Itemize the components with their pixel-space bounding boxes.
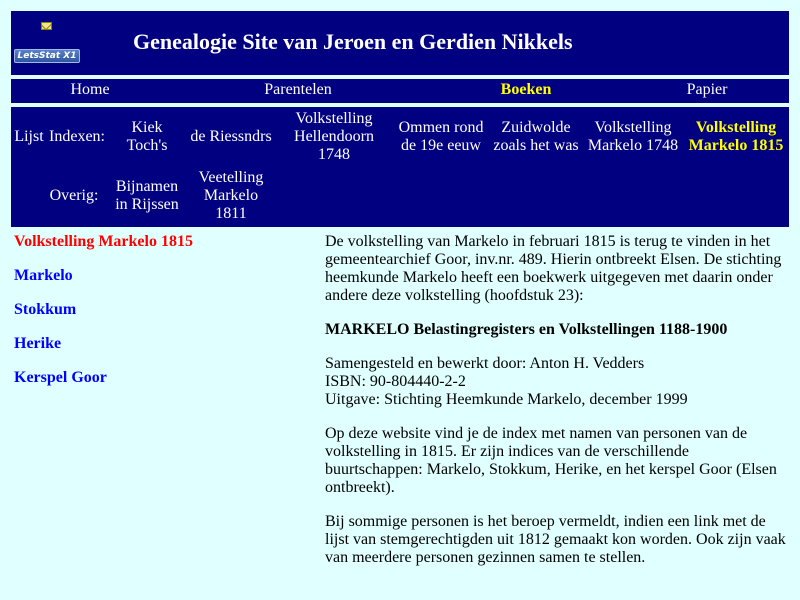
index-line: Volkstelling (695, 119, 777, 136)
index-zuidwolde-zoals-het-was[interactable] (493, 119, 578, 155)
index-ommen-rond-19e-eeuw[interactable] (399, 119, 484, 155)
index-line: Veetelling (198, 169, 264, 186)
book-details (325, 355, 787, 409)
book-title: MARKELO Belastingregisters en Volkstellingen 1188-1900 (325, 321, 728, 338)
profession-paragraph: Bij sommige personen is het beroep vermeldt, indien een link met de lijst van stemgerechtigden uit 1812 gemaakt kon worden. Ook zijn vaak van meerdere personen gezinnen samen te stellen. (325, 513, 786, 566)
overig-bijnamen-in-rijssen[interactable] (115, 178, 179, 214)
main-nav (11, 79, 789, 103)
index-line: Zuidwolde (501, 119, 571, 136)
sidebar (14, 233, 193, 403)
index-table (11, 107, 789, 227)
index-kiek-tochs[interactable] (127, 119, 168, 155)
nav-boeken[interactable]: Boeken (500, 81, 552, 98)
index-line: Volkstelling (295, 110, 373, 127)
index-paragraph: Op deze website vind je de index met namen van personen van de volkstelling in 1815. Er zijn indices van de verschillende buurtschappen: Markelo, Stokkum, Herike, en het kerspel Goor (Elsen ontbreekt). (325, 425, 777, 496)
index-line: Bijnamen (115, 178, 179, 195)
overig-veetelling-markelo-1811[interactable] (199, 169, 264, 223)
index-line: Toch's (126, 137, 168, 154)
site-title: Genealogie Site van Jeroen en Gerdien Nikkels (133, 29, 573, 54)
index-line: Kiek (131, 119, 163, 136)
sidebar-item-stokkum[interactable]: Stokkum (14, 301, 77, 318)
indexen-label: Indexen: (49, 128, 105, 145)
overig-label: Overig: (49, 187, 99, 204)
book-publisher: Uitgave: Stichting Heemkunde Markelo, december 1999 (325, 391, 688, 408)
book-isbn: ISBN: 90-804440-2-2 (325, 373, 466, 390)
index-line: zoals het was (493, 137, 579, 154)
index-line: Markelo (203, 187, 259, 204)
index-volkstelling-markelo-1748[interactable] (588, 119, 678, 155)
index-de-riessndrs[interactable] (190, 128, 271, 146)
index-line: Volkstelling (594, 119, 672, 136)
index-line: de Riessndrs (190, 128, 272, 145)
book-author: Samengesteld en bewerkt door: Anton H. Vedders (325, 355, 645, 372)
index-line: Markelo 1748 (587, 137, 679, 154)
sidebar-item-markelo[interactable]: Markelo (14, 267, 73, 284)
intro-paragraph: De volkstelling van Markelo in februari 1815 is terug te vinden in het gemeentearchief Goor, inv.nr. 489. Hierin ontbreekt Elsen. De stichting heemkunde Markelo heeft een boekwerk uitgegeven met daarin onder andere deze volkstelling (hoofdstuk 23): (325, 233, 782, 304)
envelope-icon[interactable] (41, 22, 52, 30)
sidebar-item-volkstelling-markelo-1815[interactable]: Volkstelling Markelo 1815 (14, 233, 193, 250)
site-header (11, 11, 789, 75)
sidebar-item-kerspel-goor[interactable]: Kerspel Goor (14, 369, 107, 386)
main-content (325, 233, 787, 583)
index-line: in Rijssen (115, 196, 179, 213)
index-line: Hellendoorn (294, 128, 374, 145)
letsstat-counter-badge[interactable]: LetsStat X1 (14, 49, 80, 63)
index-line: 1811 (215, 205, 247, 222)
nav-papier[interactable]: Papier (686, 81, 728, 98)
index-line: de 19e eeuw (401, 137, 481, 154)
nav-parentelen[interactable]: Parentelen (264, 81, 332, 98)
nav-home[interactable]: Home (70, 81, 110, 98)
index-line: Ommen rond (398, 119, 484, 136)
index-volkstelling-hellendoorn-1748[interactable] (294, 110, 374, 164)
index-line: Markelo 1815 (688, 137, 784, 154)
lijst-label: Lijst (14, 128, 44, 145)
index-line: 1748 (317, 146, 350, 163)
sidebar-item-herike[interactable]: Herike (14, 335, 62, 352)
index-volkstelling-markelo-1815[interactable] (689, 119, 784, 155)
